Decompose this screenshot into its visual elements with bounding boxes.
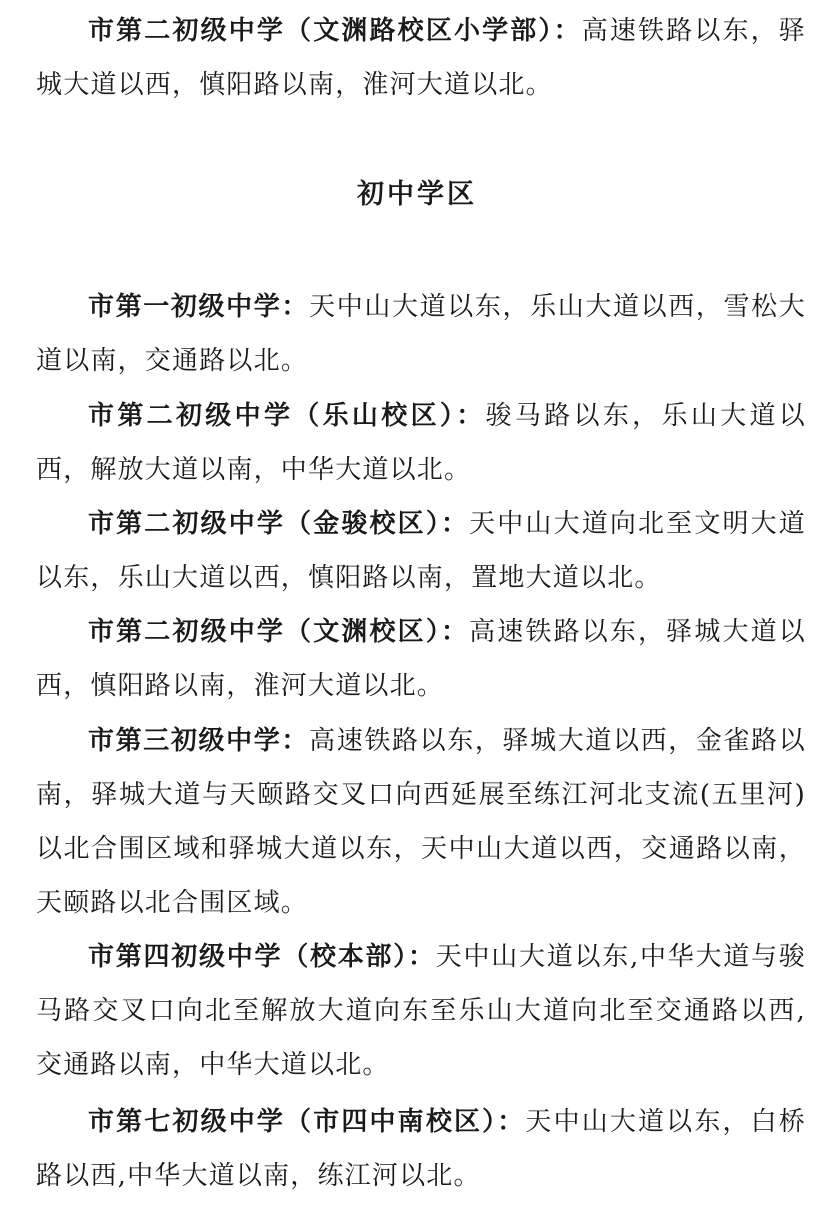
school-district-entry: [36, 714, 806, 930]
district-boundaries: 天中山大道以东,中华大道与骏马路交叉口向北至解放大道向东至乐山大道向北至交通路以西,交通路以南，中华大道以北。: [36, 942, 806, 1080]
district-boundaries: 高速铁路以东，驿城大道以西，金雀路以南，驿城大道与天颐路交叉口向西延展至练江河北支流(五里河)以北合围区域和驿城大道以东，天中山大道以西，交通路以南，天颐路以北合围区域。: [36, 726, 806, 918]
district-boundaries: 骏马路以东，乐山大道以西，解放大道以南，中华大道以北。: [36, 401, 806, 485]
district-boundaries: 天中山大道以东，乐山大道以西，雪松大道以南，交通路以北。: [36, 292, 806, 376]
school-district-entry: [36, 605, 806, 713]
school-name: 市第三初级中学：: [88, 726, 310, 756]
school-district-entry: [36, 930, 806, 1092]
school-name: 市第一初级中学：: [88, 292, 310, 322]
school-district-entry: [36, 4, 806, 112]
school-name: 市第二初级中学（金骏校区）：: [88, 509, 470, 539]
school-district-entry: [36, 389, 806, 497]
school-name: 市第二初级中学（文渊校区）：: [88, 617, 470, 647]
district-boundaries: 高速铁路以东，驿城大道以西，慎阳路以南，淮河大道以北。: [36, 16, 806, 100]
district-boundaries: 天中山大道以东，白桥路以西,中华大道以南，练江河以北。: [36, 1107, 806, 1191]
school-name: 市第七初级中学（市四中南校区）：: [88, 1107, 526, 1137]
school-name: 市第二初级中学（文渊路校区小学部）：: [88, 16, 582, 46]
district-boundaries: 高速铁路以东，驿城大道以西，慎阳路以南，淮河大道以北。: [36, 617, 806, 701]
district-boundaries: 天中山大道向北至文明大道以东，乐山大道以西，慎阳路以南，置地大道以北。: [36, 509, 806, 593]
section-heading: 初中学区: [357, 179, 477, 210]
school-district-entry: [36, 280, 806, 388]
school-name: 市第四初级中学（校本部）：: [88, 942, 436, 972]
school-district-entry: [36, 1095, 806, 1203]
school-district-entry: [36, 497, 806, 605]
school-name: 市第二初级中学（乐山校区）：: [88, 401, 486, 431]
